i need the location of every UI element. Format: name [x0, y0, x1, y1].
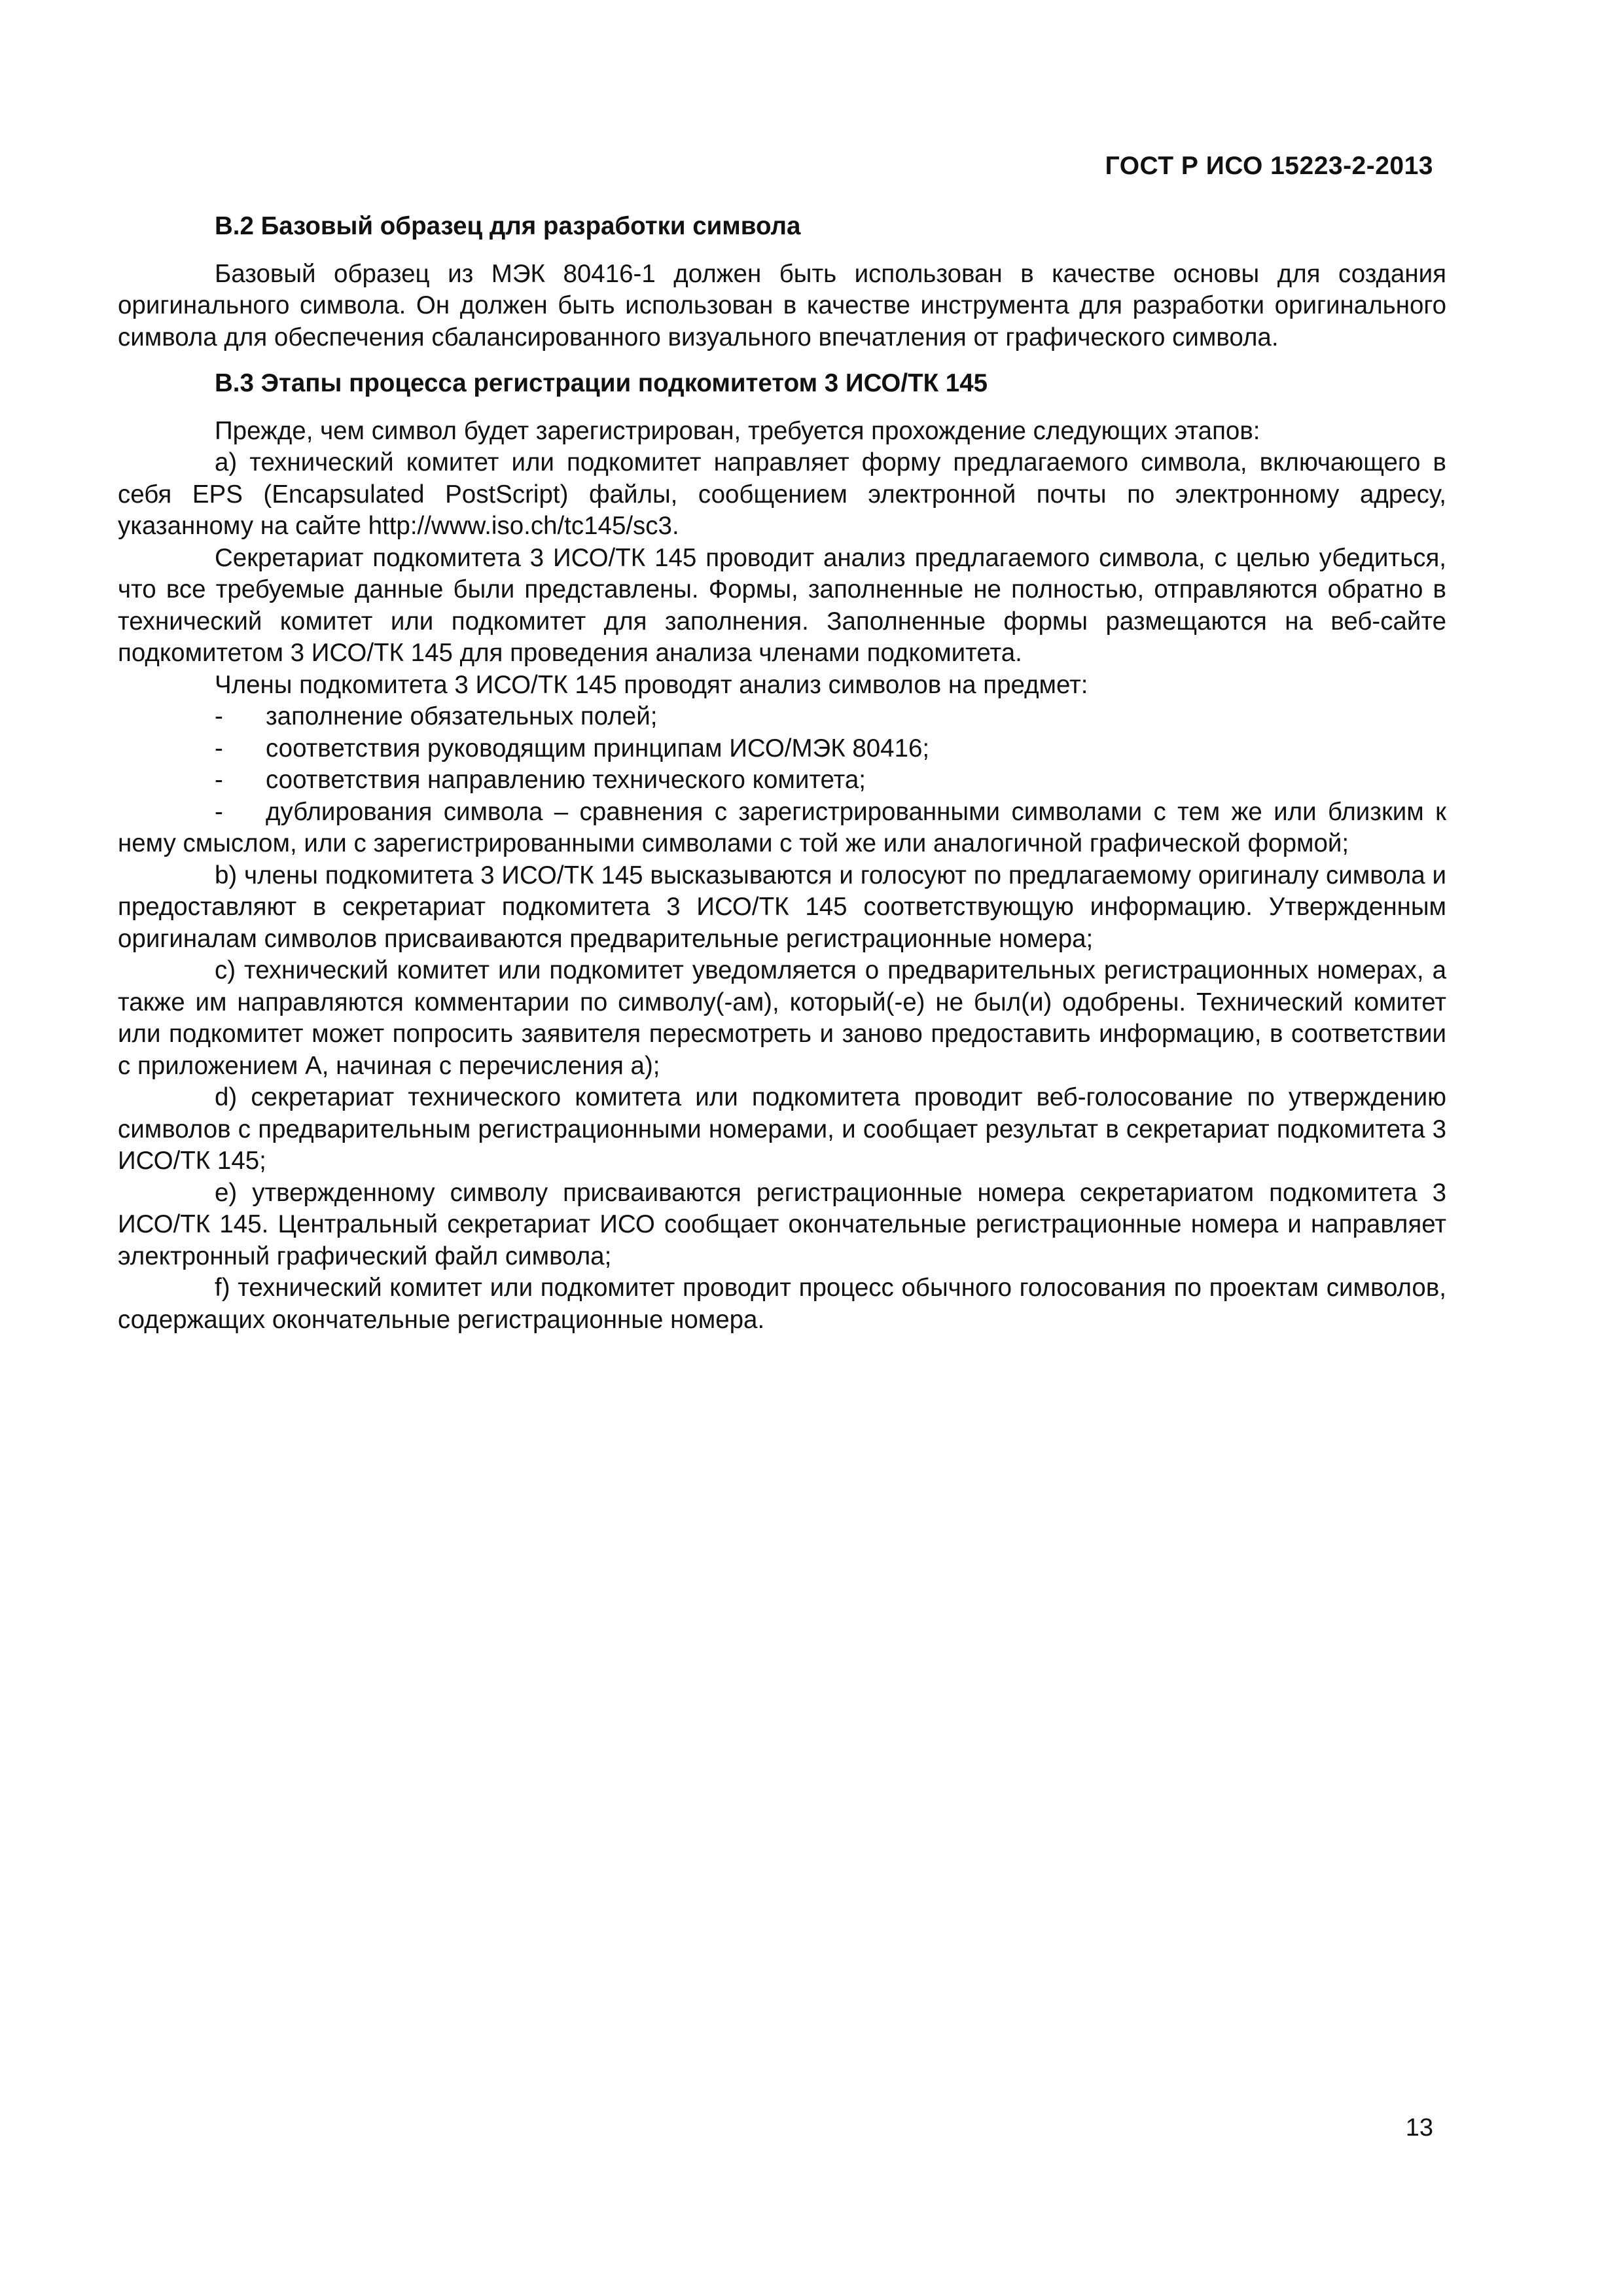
list-item [118, 764, 1446, 797]
list-item-text: соответствия руководящим принципам ИСО/МЭК 80416; [266, 734, 930, 762]
review-criteria-list [118, 701, 1446, 860]
step-e-paragraph: e) утвержденному символу присваиваются регистрационные номера секретариатом подкомитета 3 ИСО/ТК 145. Центральный секретариат ИСО сообщает окончательные регистрационные номера и направляет электронный графический файл символа; [118, 1178, 1446, 1270]
section-b2-paragraph: Базовый образец из МЭК 80416-1 должен быть использован в качестве основы для создания оригинального символа. Он должен быть использован в качестве инструмента для разработки оригинального символа для обеспечения сбалансированного визуального впечатления от графического символа. [118, 259, 1446, 351]
members-paragraph: Члены подкомитета 3 ИСО/ТК 145 проводят анализ символов на предмет: [215, 670, 1088, 699]
secretariat-paragraph: Секретариат подкомитета 3 ИСО/ТК 145 проводит анализ предлагаемого символа, с целью убедиться, что все требуемые данные были представлены. Формы, заполненные не полностью, отправляются обратно в технический комитет или подкомитет для заполнения. Заполненные формы размещаются на веб-сайте подкомитетом 3 ИСО/ТК 145 для проведения анализа членами подкомитета. [118, 543, 1446, 667]
list-item [118, 797, 1446, 860]
page-number: 13 [1405, 2114, 1433, 2142]
section-b3-intro: Прежде, чем символ будет зарегистрирован, требуется прохождение следующих этапов: [215, 416, 1260, 445]
dash-marker: - [215, 734, 223, 762]
list-item-text: заполнение обязательных полей; [266, 702, 658, 730]
step-c-paragraph: c) технический комитет или подкомитет уведомляется о предварительных регистрационных номерах, а также им направляются комментарии по символу(-ам), который(-е) не был(и) одобрены. Технический комитет или подкомитет может попросить заявителя пересмотреть и заново предоставить информацию, в соответствии с приложением А, начиная с перечисления а); [118, 956, 1446, 1080]
step-b-paragraph: b) члены подкомитета 3 ИСО/ТК 145 высказываются и голосуют по предлагаемому оригиналу символа и предоставляют в секретариат подкомитета 3 ИСО/ТК 145 соответствующую информацию. Утвержденным оригиналам символов присваиваются предварительные регистрационные номера; [118, 861, 1446, 953]
list-item [118, 733, 1446, 765]
step-f-paragraph: f) технический комитет или подкомитет проводит процесс обычного голосования по проектам символов, содержащих окончательные регистрационные номера. [118, 1274, 1446, 1334]
page-content [118, 211, 1446, 1336]
document-code-header: ГОСТ Р ИСО 15223-2-2013 [1105, 152, 1433, 180]
section-b3-heading: В.3 Этапы процесса регистрации подкомитетом 3 ИСО/ТК 145 [215, 369, 988, 397]
list-item-text: соответствия направлению технического комитета; [266, 766, 866, 794]
list-item-text: дублирования символа – сравнения с зарегистрированными символами с тем же или близким к нему смыслом, или с зарегистрированными символами с той же или аналогичной графической формой; [118, 797, 1446, 857]
step-d-paragraph: d) секретариат технического комитета или подкомитета проводит веб-голосование по утверждению символов с предварительным регистрационными номерами, и сообщает результат в секретариат подкомитета 3 ИСО/ТК 145; [118, 1083, 1446, 1175]
step-a-paragraph: а) технический комитет или подкомитет направляет форму предлагаемого символа, включающего в себя EPS (Encapsulated PostScript) файлы, сообщением электронной почты по электронному адресу, указанному на сайте http://www.iso.ch/tc145/sc3. [118, 448, 1446, 540]
list-item [118, 701, 1446, 733]
section-b2-heading: В.2 Базовый образец для разработки символа [215, 212, 801, 240]
dash-marker: - [215, 797, 223, 826]
dash-marker: - [215, 702, 223, 730]
dash-marker: - [215, 766, 223, 794]
